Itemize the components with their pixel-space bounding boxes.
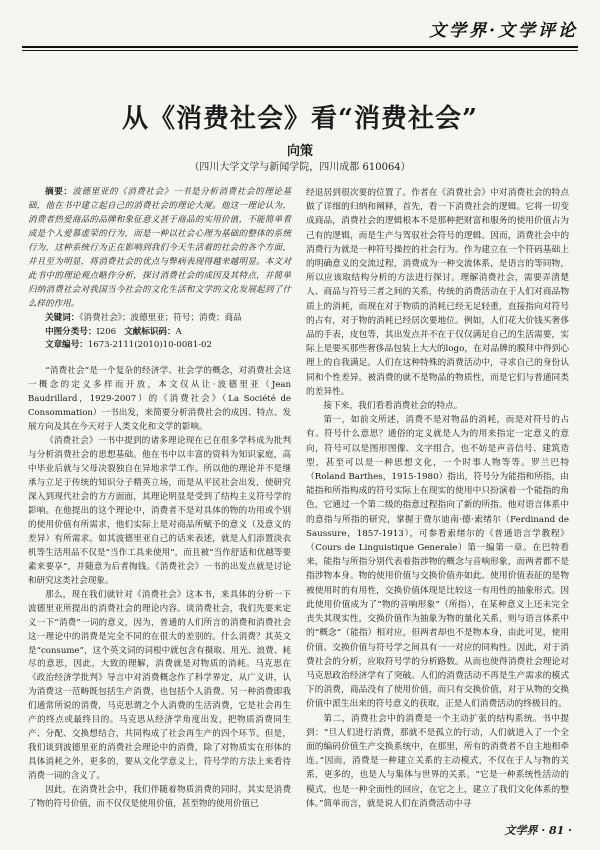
article-number-value: 1673-2111(2010)10-0081-02	[87, 340, 212, 351]
spacer	[28, 353, 291, 365]
body-paragraph: “消费社会”是一个复杂的经济学、社会学的概念，对消费社会这一概念的定义多样而开放，本文仅从让·波德里亚（Jean Baudrillard，1929-2007）的《消费社会》（La Société de Consommation）一书出发，来简要分析消费社会的成因、特点、发展方向及其在今天对于人类文化和文学的影响。	[28, 366, 291, 433]
abstract-text: 波德里亚的《消费社会》一书是分析消费社会的理论基础，他在书中建立起自己的消费社会的理论大厦。他这一理论认为，消费者热爱商品的品牌和象征意义甚于商品的实用价值，不能简单看成是个人爱慕虚荣的行为，而是一种以社会心理为基础的整体的系统行为，这种系统行为正在影响到我们今天生活着的社会的各个方面，并且至为明显，将消费社会的优点与弊病表现得越来越明显。本文对此书中的理论观点略作分析，探讨消费社会的成因及其特点，并简单归纳消费社会对我国当今社会的文化生活和文学的文化发展起到了什么样的作用。	[28, 187, 292, 309]
page-footer: 文学界 · 81 ·	[504, 824, 572, 837]
body-paragraph: 《消费社会》一书中提到的诸多理论现在已在很多学科成为批判与分析消费社会的思想基础。他在书中以丰富的资料为知识家庭，高中毕业后就与父母决裂独自在异地求学工作。所以他的理论并不是继承与立足于传统的知识分子精英立场，而是从平民社会出发，使研究深入到现代社会的方方面面，其理论明显是受到了结构主义符号学的影响。在他提出的这个理论中，消费者不是对具体的物的功用或个别的使用价值有所需求，他们实际上是对商品所赋予的意义（及意义的差异）有所需求。如其波德里亚自己的话来表述，就是人们添置淡衣机等生活用品不仅是“当作工具来使用”，而且被“当作舒适和优越等要素来要享”，并随意为后者掏钱。《消费社会》一书的出发点就是讨论和研究这类社会现象。	[28, 436, 291, 586]
keywords	[28, 312, 291, 326]
article-number-label: 文章编号：	[45, 340, 88, 351]
body-paragraph: 经退居到很次要的位置了。作者在《消费社会》中对消费社会的特点做了详细的归纳和阐释，首先，看一下消费社会的逻辑。它将一切变成商品，消费社会的逻辑根本不是那种把财富和服务的使用价值占为己有的逻辑，而是生产与驾驭社会符号的逻辑。因而，消费社会中的消费行为就是一种符号操控的社会行为。作为建立在一个符码基础上的明确意义的交流过程，消费成为一种交流体系，是语言的等同物，所以应该取结构分析的方法进行探讨。理解消费社会，需要弄清楚人、商品与符号三者之间的关系，传统的消费活动在于人们对商品物质上的消耗，而现在对于物质的消耗已经无足轻重，直接指向对符号的占有，对于物的消耗已经居次要地位。例如，人们花大价钱买奢侈品的手表，皮包等，其出发点并不在于仅仅满足自己的生活需要，实际上是要买那些奢侈品包装上大大的logo，在对品牌的膜拜中得到心理上的自我满足。人们在这种特殊的消费活动中，寻求自己的身份认同和个性差异。被消费的就不是物品的物质性，而是它们与普通同类的差异性。	[306, 188, 569, 397]
right-column	[306, 186, 569, 811]
article-title: 从《消费社会》看“消费社会”	[122, 104, 478, 134]
header-rule-thin	[22, 50, 578, 51]
article-author: 向策	[286, 144, 313, 159]
doc-code-value: A	[175, 326, 182, 337]
classification	[28, 326, 291, 340]
keywords-label: 关键词：	[45, 312, 80, 323]
article-affiliation: （四川大学文学与新闻学院，四川成都 610064）	[189, 162, 411, 173]
body-paragraph: 接下来，我们看看消费社会的特点。	[323, 401, 463, 412]
body-paragraph: 第一，如前文所述，消费不是对物品的消耗，而是对符号的占有。符号什么意思？通俗的定义就是人为的用来指定一定意义的意向，符号可以是图形图像、文字组合，也不妨是声音信号、建筑造型，甚至可以是一种思想文化，一个时事人物等等。罗兰巴特（Roland Barthes，1915-1980）指出，符号分为能指和所指，由能指和所指构成的符号实际上在现实的使用中只扮演着一个能指的角色，它通过一个第二级的指意过程指向了新的所指。他对语言体系中的意指与所指的研究，掌握于费尔迪南·德·索绪尔（Ferdinand de Saussure，1857-1913），可参看索绪尔的《普通语言学教程》（Cours de Linguistique Generale）第一编第一章。在巴特看来，能指与所指分别代表着指涉物的概念与音响形象，而两者都不是指涉物本身。物的使用价值与交换价值亦如此。使用价值表征的是物被使用时的有用性，交换价值体现是比较这一有用性的抽象形式。因此使用价值成为了“物的音响形象”（所指），在某种意义上还未完全丧失其现实性，交换价值作为抽象为物的量化关系，则与语言体系中的“概念”（能指）相对应，但两者却也不是物本身，由此可见，使用价值、交换价值与符号学之间具有一一对应的同构性。因此，对于消费社会的分析，应取符号学的分析路数。从而也使得消费社会理论对马克思政治经济学有了突破。人们的消费活动不再是生产需求的模式下的消费，商品没有了使用价值，而只有交换价值，对于从物的交换价值中派生出来的符号意义的获取，正是人们消费活动的终极目的。	[306, 415, 569, 710]
header-rule	[22, 46, 578, 48]
classification-label: 中图分类号：	[45, 326, 97, 337]
abstract	[28, 186, 291, 312]
left-column	[28, 186, 291, 812]
body-paragraph: 因此，在消费社会中，我们伴随着物质消费的同时，其实是消费了物的符号价值，而不仅仅是使用价值，甚至物的使用价值已	[28, 785, 291, 809]
body-paragraph: 第二，消费社会中的消费是一个主动扩张的结构系统。书中提到：“旦人们进行消费，那就不是孤立的行动，人们就进入了一个全面的编码价值生产交换系统中，在那里，所有的消费者不自主地相牵连。”因而，消费是一种建立关系的主动模式，不仅在于人与物的关系，更多的，也是人与集体与世界的关系。“它是一种系统性活动的模式，也是一种全面性的回应，在它之上，建立了我们文化体系的整体。”简单而言，就是说人们在消费活动中寻	[306, 713, 569, 809]
body-paragraph: 那么，现在我们就针对《消费社会》这本书，来具体的分析一下波德里亚所提出的消费社会的理论内容。谈消费社会，我们先要来定义一下“消费”一词的意义，因为，普通的人们所言的消费和消费社会这一理论中的消费是完全不同的在很大的差别的。什么消费？其英文是“consume”，这个英文词的词根中就包含有摄取、用光、浪费、耗尽的意思，因此，大致的理解，消费就是对物质的消耗。马克思在《政治经济学批判》导言中对消费概念作了科学界定，从广义讲，认为消费这一范畴既包括生产消费，也包括个人消费。另一种消费即我们通常所说的消费，马克思谓之个人消费的生活消费，它是社会再生产的终点或最终目的。马克思从经济学角度出发，把物质消费同生产、分配、交换想结合，共同构成了社会再生产的四个环节。但是，我们谈到波德里亚的消费社会理论中的消费，除了对物质实在形体的具体消耗之外，更多的，要从文化学意义上，符号学的方法上来看待消费一词的含义了。	[28, 589, 291, 782]
doc-code-label: 文献标识码：	[124, 326, 176, 337]
journal-banner: 文学界·文学评论	[429, 21, 578, 41]
classification-value: I206	[96, 326, 117, 337]
article-number	[28, 339, 291, 353]
abstract-label: 摘要：	[45, 187, 73, 197]
keywords-text: 《消费社会》；波德里亚；符号；消费；商品	[79, 312, 242, 323]
